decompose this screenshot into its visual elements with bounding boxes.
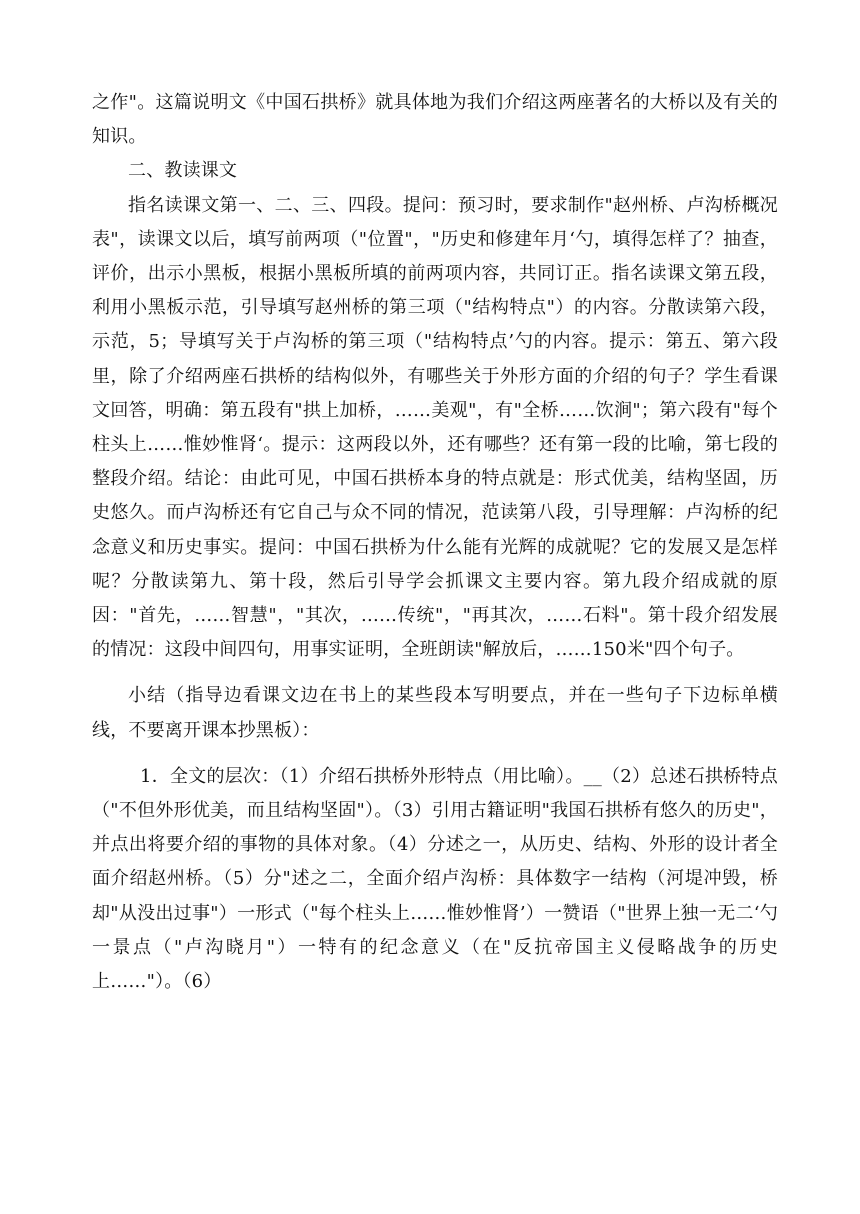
paragraph-structure-levels: 1．全文的层次：（1）介绍石拱桥外形特点（用比喻）。__（2）总述石拱桥特点（"不但外形优美，而且结构坚固"）。（3）引用古籍证明"我国石拱桥有悠久的历史"，并点出将要介绍的事物的具体对象。（4）分述之一，从历史、结构、外形的设计者全面介绍赵州桥。（5）分"述之二，全面介绍卢沟桥：具体数字一结构（河堤冲毁，桥却"从没出过事"）一形式（"每个柱头上……惟妙惟肾’）一赞语（"世界上独一无二‘勺一景点（"卢沟晓月"）一特有的纪念意义（在"反抗帝国主义侵略战争的历史上……"）。（6） xyxy=(92,765,778,993)
document-body xyxy=(92,86,778,999)
paragraph-intro-continuation: 之作"。这篇说明文《中国石拱桥》就具体地为我们介绍这两座著名的大桥以及有关的知识。 xyxy=(92,92,778,148)
section-heading-teaching: 二、教读课文 xyxy=(128,160,238,182)
paragraph-summary-intro: 小结（指导边看课文边在书上的某些段本写明要点，并在一些句子下边标单横线，不要离开课本抄黑板）： xyxy=(92,685,778,741)
paragraph-teaching-steps: 指名读课文第一、二、三、四段。提问：预习时，要求制作"赵州桥、卢沟桥概况表"，读课文以后，填写前两项（"位置"，"历史和修建年月‘勺，填得怎样了？抽查，评价，出示小黑板，根据小黑板所填的前两项内容，共同订正。指名读课文第五段，利用小黑板示范，引导填写赵州桥的第三项（"结构特点"）的内容。分散读第六段，示范，5；导填写关于卢沟桥的第三项（"结构特点’勺的内容。提示：第五、第六段里，除了介绍两座石拱桥的结构似外，有哪些关于外形方面的介绍的句子？学生看课文回答，明确：第五段有"拱上加桥，……美观"，有"全桥……饮涧"；第六段有"每个柱头上……惟妙惟肾‘。提示：这两段以外，还有哪些？还有第一段的比喻，第七段的整段介绍。结论：由此可见，中国石拱桥本身的特点就是：形式优美，结构坚固，历史悠久。而卢沟桥还有它自己与众不同的情况，范读第八段，引导理解：卢沟桥的纪念意义和历史事实。提问：中国石拱桥为什么能有光辉的成就呢？它的发展又是怎样呢？分散读第九、第十段，然后引导学会抓课文主要内容。第九段介绍成就的原因："首先，……智慧"，"其次，……传统"，"再其次，……石料"。第十段介绍发展的情况：这段中间四句，用事实证明，全班朗读"解放后，……150米"四个句子。 xyxy=(92,194,778,661)
